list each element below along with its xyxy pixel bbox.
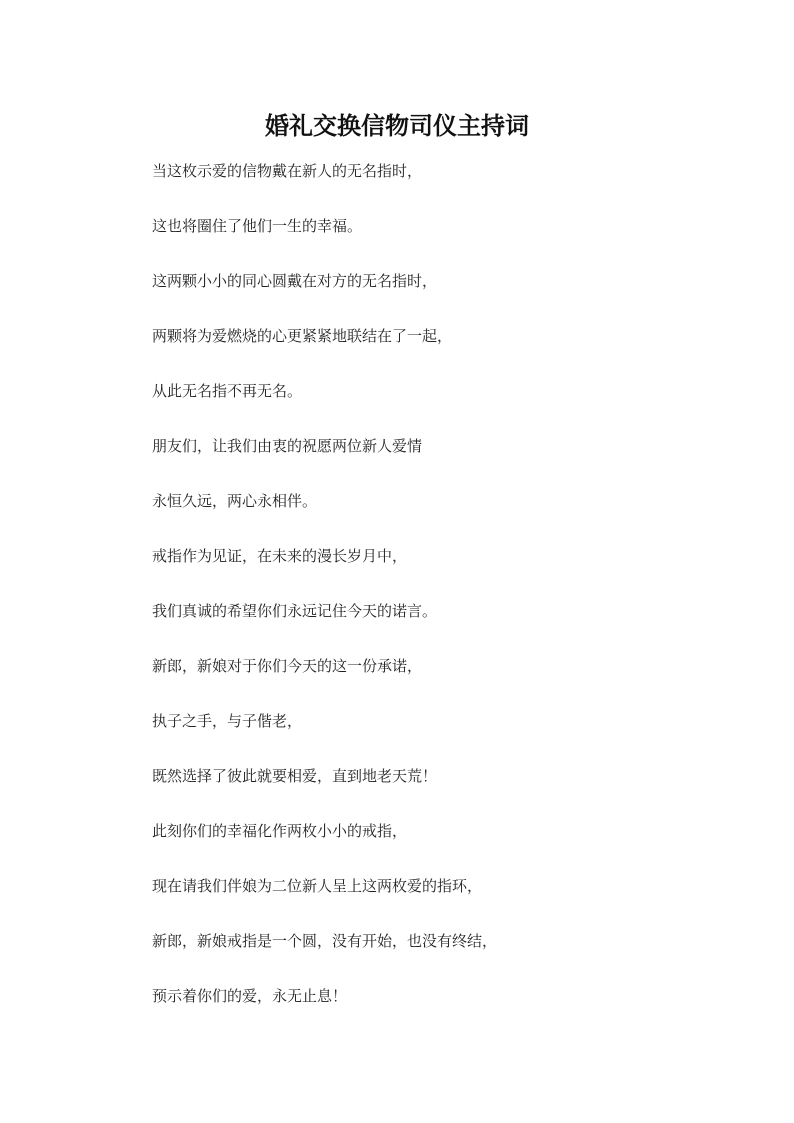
body-line: 新郎，新娘对于你们今天的这一份承诺， [152,657,423,675]
body-line: 当这枚示爱的信物戴在新人的无名指时， [152,162,423,180]
body-line: 执子之手，与子偕老， [152,712,303,730]
body-line: 现在请我们伴娘为二位新人呈上这两枚爱的指环， [152,877,483,895]
body-line: 戒指作为见证，在未来的漫长岁月中， [152,547,408,565]
body-line: 新郎，新娘戒指是一个圆，没有开始，也没有终结， [152,932,498,950]
body-line: 既然选择了彼此就要相爱，直到地老天荒！ [152,767,438,785]
body-line: 两颗将为爱燃烧的心更紧紧地联结在了一起， [152,327,453,345]
body-line: 这两颗小小的同心圆戴在对方的无名指时， [152,272,438,290]
document-body [152,158,712,1038]
body-line: 这也将圈住了他们一生的幸福。 [152,217,363,235]
body-line: 从此无名指不再无名。 [152,382,303,400]
document-title: 婚礼交换信物司仪主持词 [265,112,529,140]
body-line: 朋友们，让我们由衷的祝愿两位新人爱情 [152,437,423,455]
body-line: 此刻你们的幸福化作两枚小小的戒指， [152,822,408,840]
body-line: 永恒久远，两心永相伴。 [152,492,318,510]
body-line: 预示着你们的爱，永无止息！ [152,987,348,1005]
body-line: 我们真诚的希望你们永远记住今天的诺言。 [152,602,438,620]
